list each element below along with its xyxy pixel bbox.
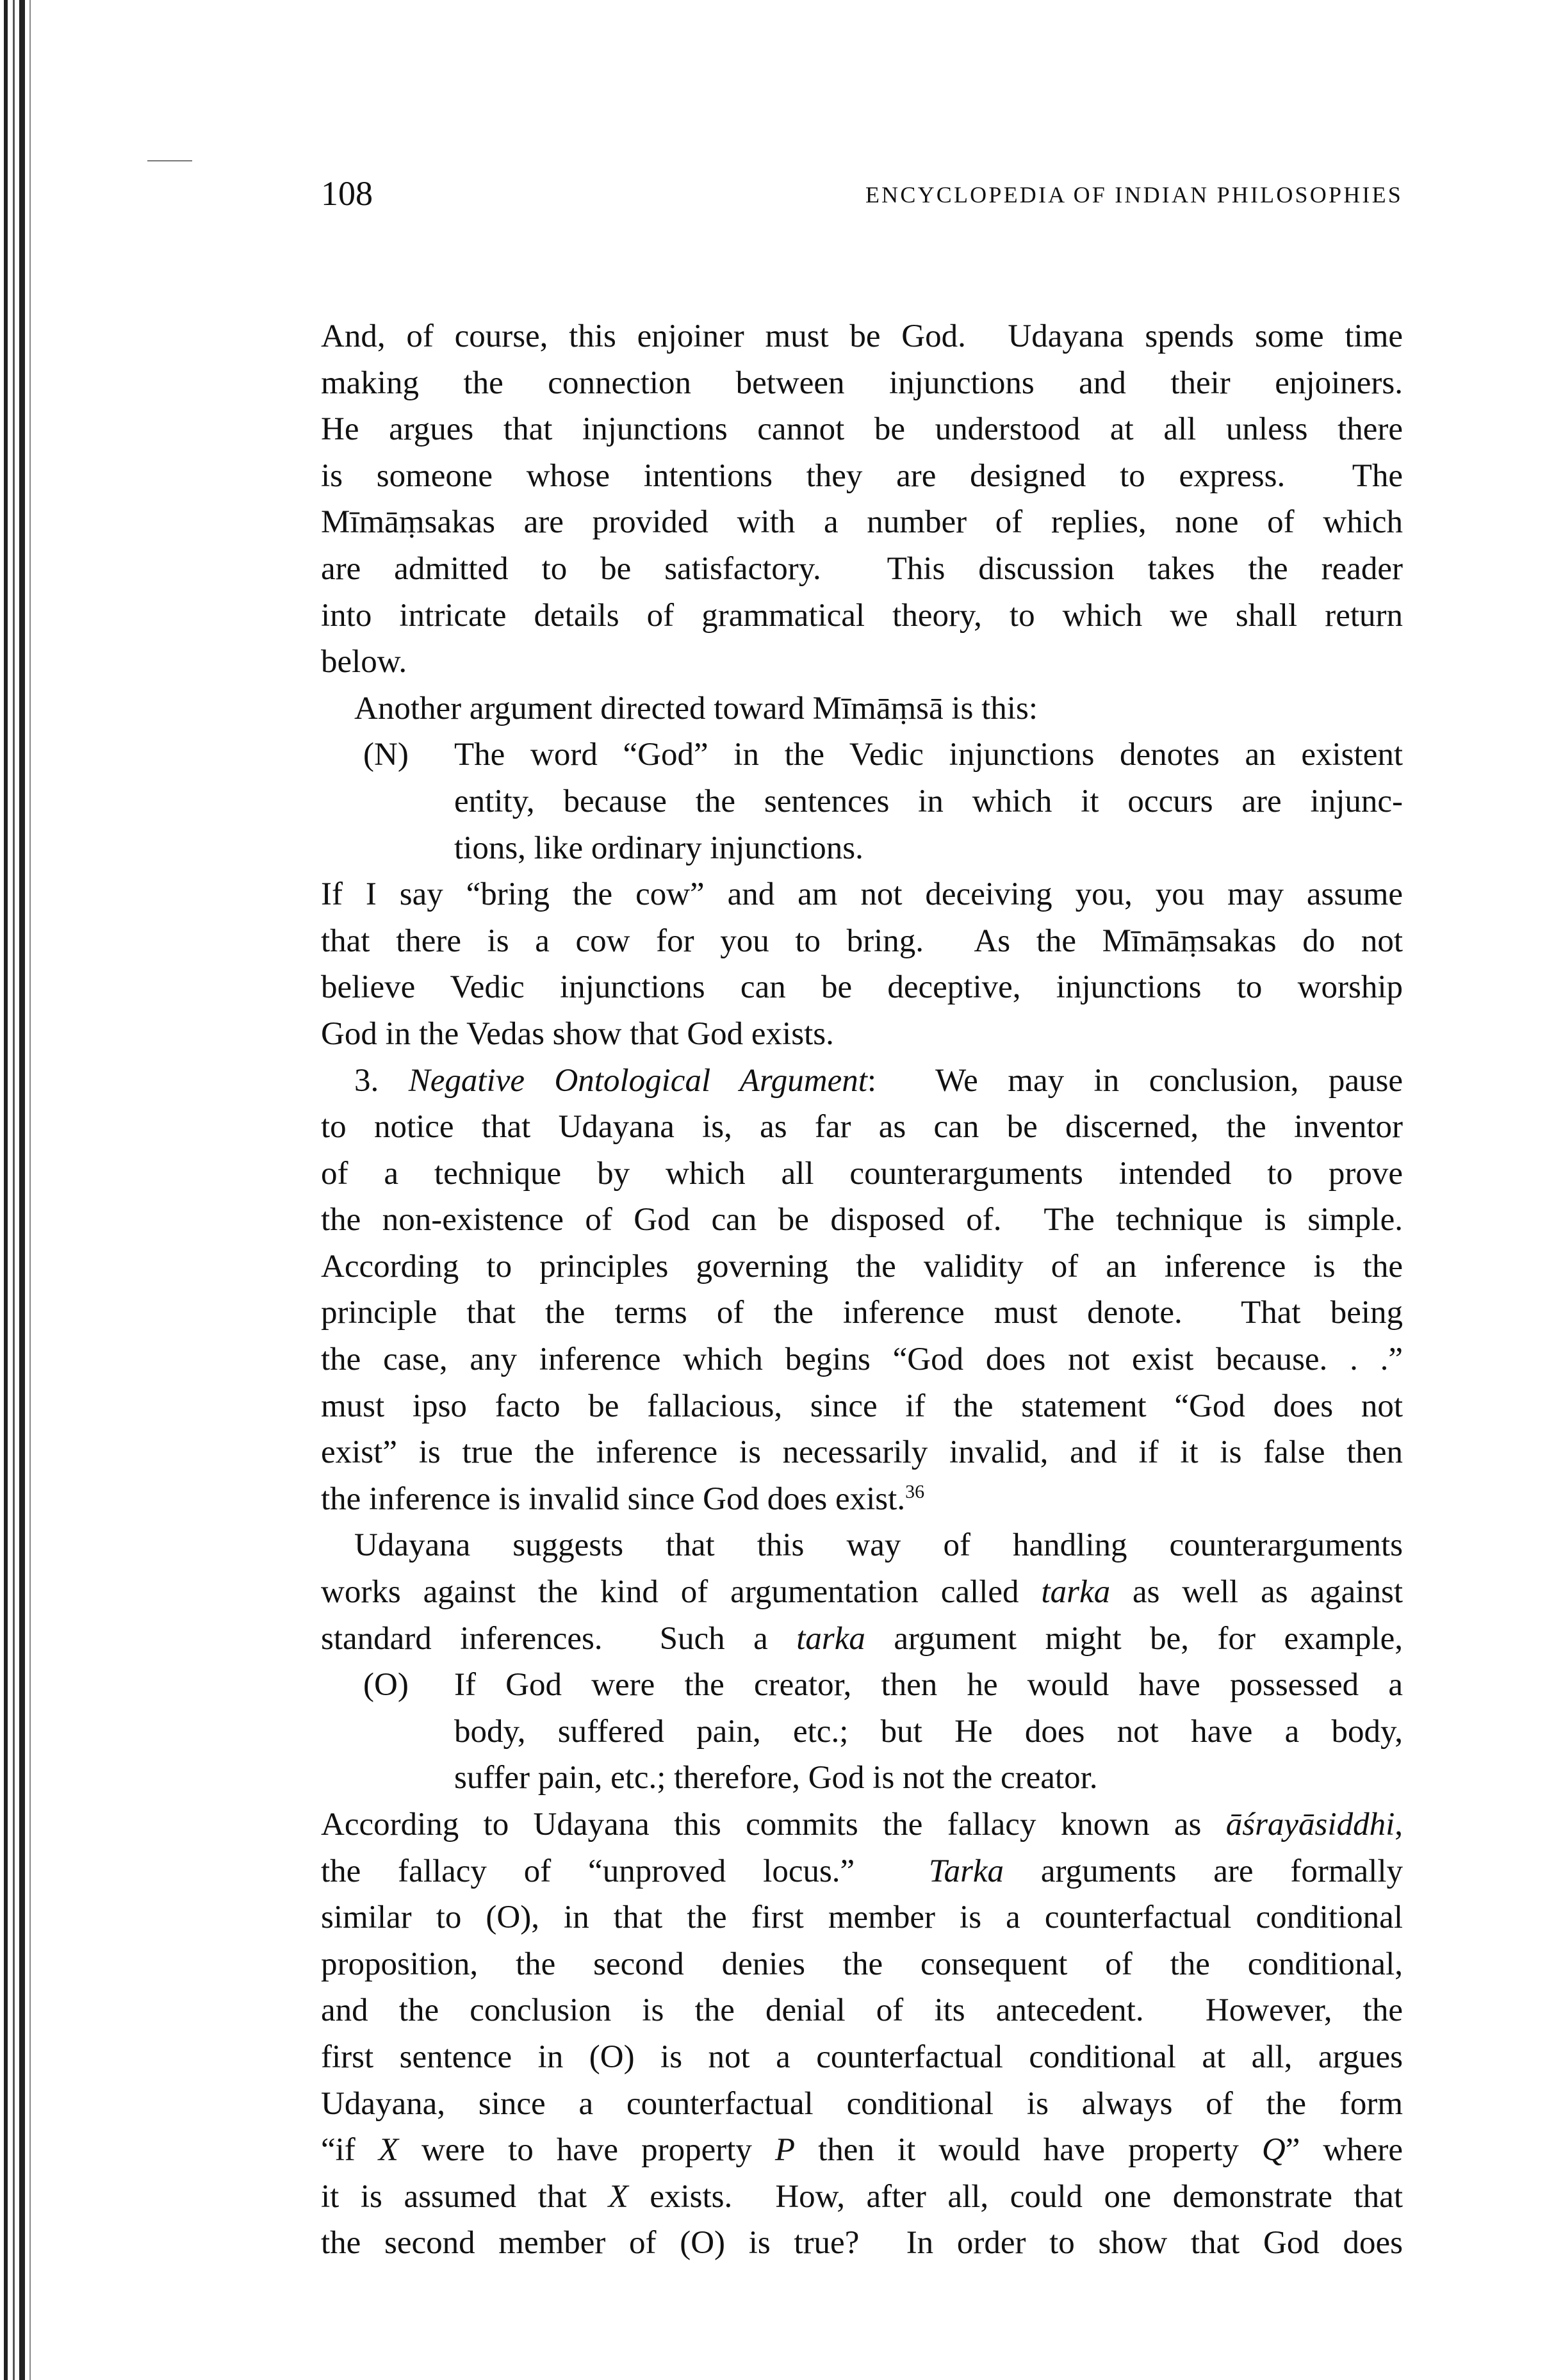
text-line — [321, 2034, 1403, 2081]
text-run: below. — [321, 644, 407, 680]
text-line — [321, 1522, 1403, 1569]
text-run: are admitted to be satisfactory. This discussion takes the reader — [321, 550, 1403, 587]
text-run: Another argument directed toward Mīmāṃsā is this: — [354, 690, 1038, 726]
text-run: If I say “bring the cow” and am not deceiving you, you may assume — [321, 876, 1403, 913]
text-run: must ipso facto be fallacious, since if the statement “God does not — [321, 1388, 1403, 1424]
text-line — [321, 1383, 1403, 1430]
text-line — [321, 1616, 1403, 1662]
italic-text-run: tarka — [1041, 1574, 1111, 1611]
text-line — [321, 1429, 1403, 1476]
italic-text-run: Negative Ontological Argument — [408, 1062, 867, 1099]
text-line — [321, 1290, 1403, 1336]
text-line — [321, 1197, 1403, 1243]
numbered-statement-line — [321, 1662, 1403, 1709]
text-run: The word “God” in the Vedic injunctions denotes an existent — [454, 737, 1403, 773]
text-run: into intricate details of grammatical theory, to which we shall return — [321, 597, 1403, 634]
text-run: proposition, the second denies the consequent of the conditional, — [321, 1946, 1403, 1982]
body-text — [321, 313, 1403, 2267]
italic-text-run: tarka — [796, 1620, 865, 1657]
text-line — [321, 499, 1403, 546]
binding-edge-line — [4, 0, 8, 2380]
text-line — [321, 1243, 1403, 1290]
text-run: If God were the creator, then he would have possessed a — [454, 1667, 1403, 1703]
text-run: were to have property — [398, 2132, 775, 2169]
text-line — [321, 1941, 1403, 1988]
text-run: making the connection between injunctions and their enjoiners. — [321, 365, 1403, 401]
text-run: the non-existence of God can be disposed of. The technique is simple. — [321, 1202, 1403, 1238]
text-line — [321, 1987, 1403, 2034]
text-run: ” where — [1285, 2132, 1403, 2169]
text-run: 3. — [354, 1062, 409, 1099]
italic-text-run: P — [774, 2132, 796, 2169]
text-line — [321, 1894, 1403, 1941]
text-run: of a technique by which all counterarguments intended to prove — [321, 1155, 1403, 1192]
text-line — [321, 1801, 1403, 1848]
text-run: and the conclusion is the denial of its antecedent. However, the — [321, 1992, 1403, 2029]
text-run: “if — [321, 2132, 379, 2169]
text-run: And, of course, this enjoiner must be God. Udayana spends some time — [321, 318, 1403, 354]
footnote-reference: 36 — [905, 1481, 925, 1502]
italic-text-run: X — [378, 2132, 398, 2169]
text-line — [321, 2081, 1403, 2128]
text-line — [321, 639, 1403, 685]
text-line — [321, 918, 1403, 965]
text-line — [321, 2174, 1403, 2220]
text-run: the fallacy of “unproved locus.” — [321, 1853, 929, 1889]
text-line — [321, 1011, 1403, 1058]
text-line — [321, 1569, 1403, 1616]
statement-label: (N) — [363, 737, 409, 773]
text-run: arguments are formally — [1004, 1853, 1403, 1889]
text-line — [321, 871, 1403, 918]
text-line — [321, 825, 1403, 872]
text-run: Mīmāṃsakas are provided with a number of replies, none of which — [321, 504, 1403, 541]
text-line — [321, 1709, 1403, 1755]
text-run: entity, because the sentences in which it occurs are injunc- — [454, 783, 1403, 819]
running-head: ENCYCLOPEDIA OF INDIAN PHILOSOPHIES — [865, 182, 1403, 208]
text-line — [321, 406, 1403, 453]
text-line — [321, 1476, 1403, 1523]
text-run: first sentence in (O) is not a counterfactual conditional at all, argues — [321, 2039, 1403, 2075]
text-line — [321, 685, 1403, 732]
text-line — [321, 778, 1403, 825]
text-run: similar to (O), in that the first member is a counterfactual conditional — [321, 1900, 1403, 1936]
italic-text-run: Q — [1261, 2132, 1286, 2169]
text-run: tions, like ordinary injunctions. — [454, 830, 863, 866]
text-run: body, suffered pain, etc.; but He does not have a body, — [454, 1713, 1403, 1750]
text-line — [321, 2220, 1403, 2267]
text-line — [321, 1336, 1403, 1383]
text-line — [321, 313, 1403, 360]
text-line — [321, 2127, 1403, 2174]
binding-edge-line — [19, 0, 25, 2380]
text-run: standard inferences. Such a — [321, 1620, 797, 1657]
page-number: 108 — [321, 174, 373, 213]
text-run: is someone whose intentions they are designed to express. The — [321, 457, 1403, 494]
text-run: Udayana suggests that this way of handling counterarguments — [354, 1527, 1403, 1564]
text-run: it is assumed that — [321, 2178, 609, 2215]
text-run: that there is a cow for you to bring. As the Mīmāṃsakas do not — [321, 923, 1403, 959]
binding-edge-line — [13, 0, 15, 2380]
italic-text-run: X — [608, 2178, 628, 2215]
text-run: Udayana, since a counterfactual conditional is always of the form — [321, 2085, 1403, 2122]
text-run: the second member of (O) is true? In order to show that God does — [321, 2225, 1403, 2261]
text-run: God in the Vedas show that God exists. — [321, 1015, 834, 1052]
text-run: According to Udayana this commits the fallacy known as — [321, 1807, 1226, 1842]
text-run: According to principles governing the validity of an inference is the — [321, 1248, 1403, 1284]
text-line — [321, 1058, 1403, 1104]
text-line — [321, 453, 1403, 500]
text-run: the inference is invalid since God does exist. — [321, 1481, 906, 1517]
statement-label: (O) — [363, 1667, 409, 1703]
text-line — [321, 546, 1403, 593]
text-run: exist” is true the inference is necessarily invalid, and if it is false then — [321, 1434, 1403, 1471]
text-run: He argues that injunctions cannot be understood at all unless there — [321, 411, 1403, 448]
text-run: , — [1395, 1807, 1403, 1842]
italic-text-run: āśrayāsiddhi — [1225, 1807, 1395, 1842]
italic-text-run: Tarka — [928, 1853, 1004, 1889]
text-run: argument might be, for example, — [865, 1620, 1403, 1657]
text-run: then it would have property — [795, 2132, 1262, 2169]
text-run: to notice that Udayana is, as far as can be discerned, the inventor — [321, 1109, 1403, 1145]
text-line — [321, 1755, 1403, 1801]
text-run: : We may in conclusion, pause — [867, 1062, 1403, 1099]
binding-edge-line — [29, 0, 31, 2380]
text-run: principle that the terms of the inference must denote. That being — [321, 1295, 1403, 1331]
scan-mark — [147, 160, 192, 161]
numbered-statement-line — [321, 732, 1403, 778]
text-line — [321, 964, 1403, 1011]
text-line — [321, 1848, 1403, 1895]
text-line — [321, 1104, 1403, 1151]
text-line — [321, 1151, 1403, 1197]
text-run: works against the kind of argumentation called — [321, 1574, 1042, 1611]
text-run: suffer pain, etc.; therefore, God is not the creator. — [454, 1760, 1098, 1796]
text-run: believe Vedic injunctions can be deceptive, injunctions to worship — [321, 969, 1403, 1006]
text-run: as well as against — [1110, 1574, 1403, 1611]
text-run: exists. How, after all, could one demonstrate that — [628, 2178, 1403, 2215]
text-line — [321, 593, 1403, 639]
text-line — [321, 360, 1403, 407]
text-run: the case, any inference which begins “God does not exist because. . .” — [321, 1342, 1403, 1378]
